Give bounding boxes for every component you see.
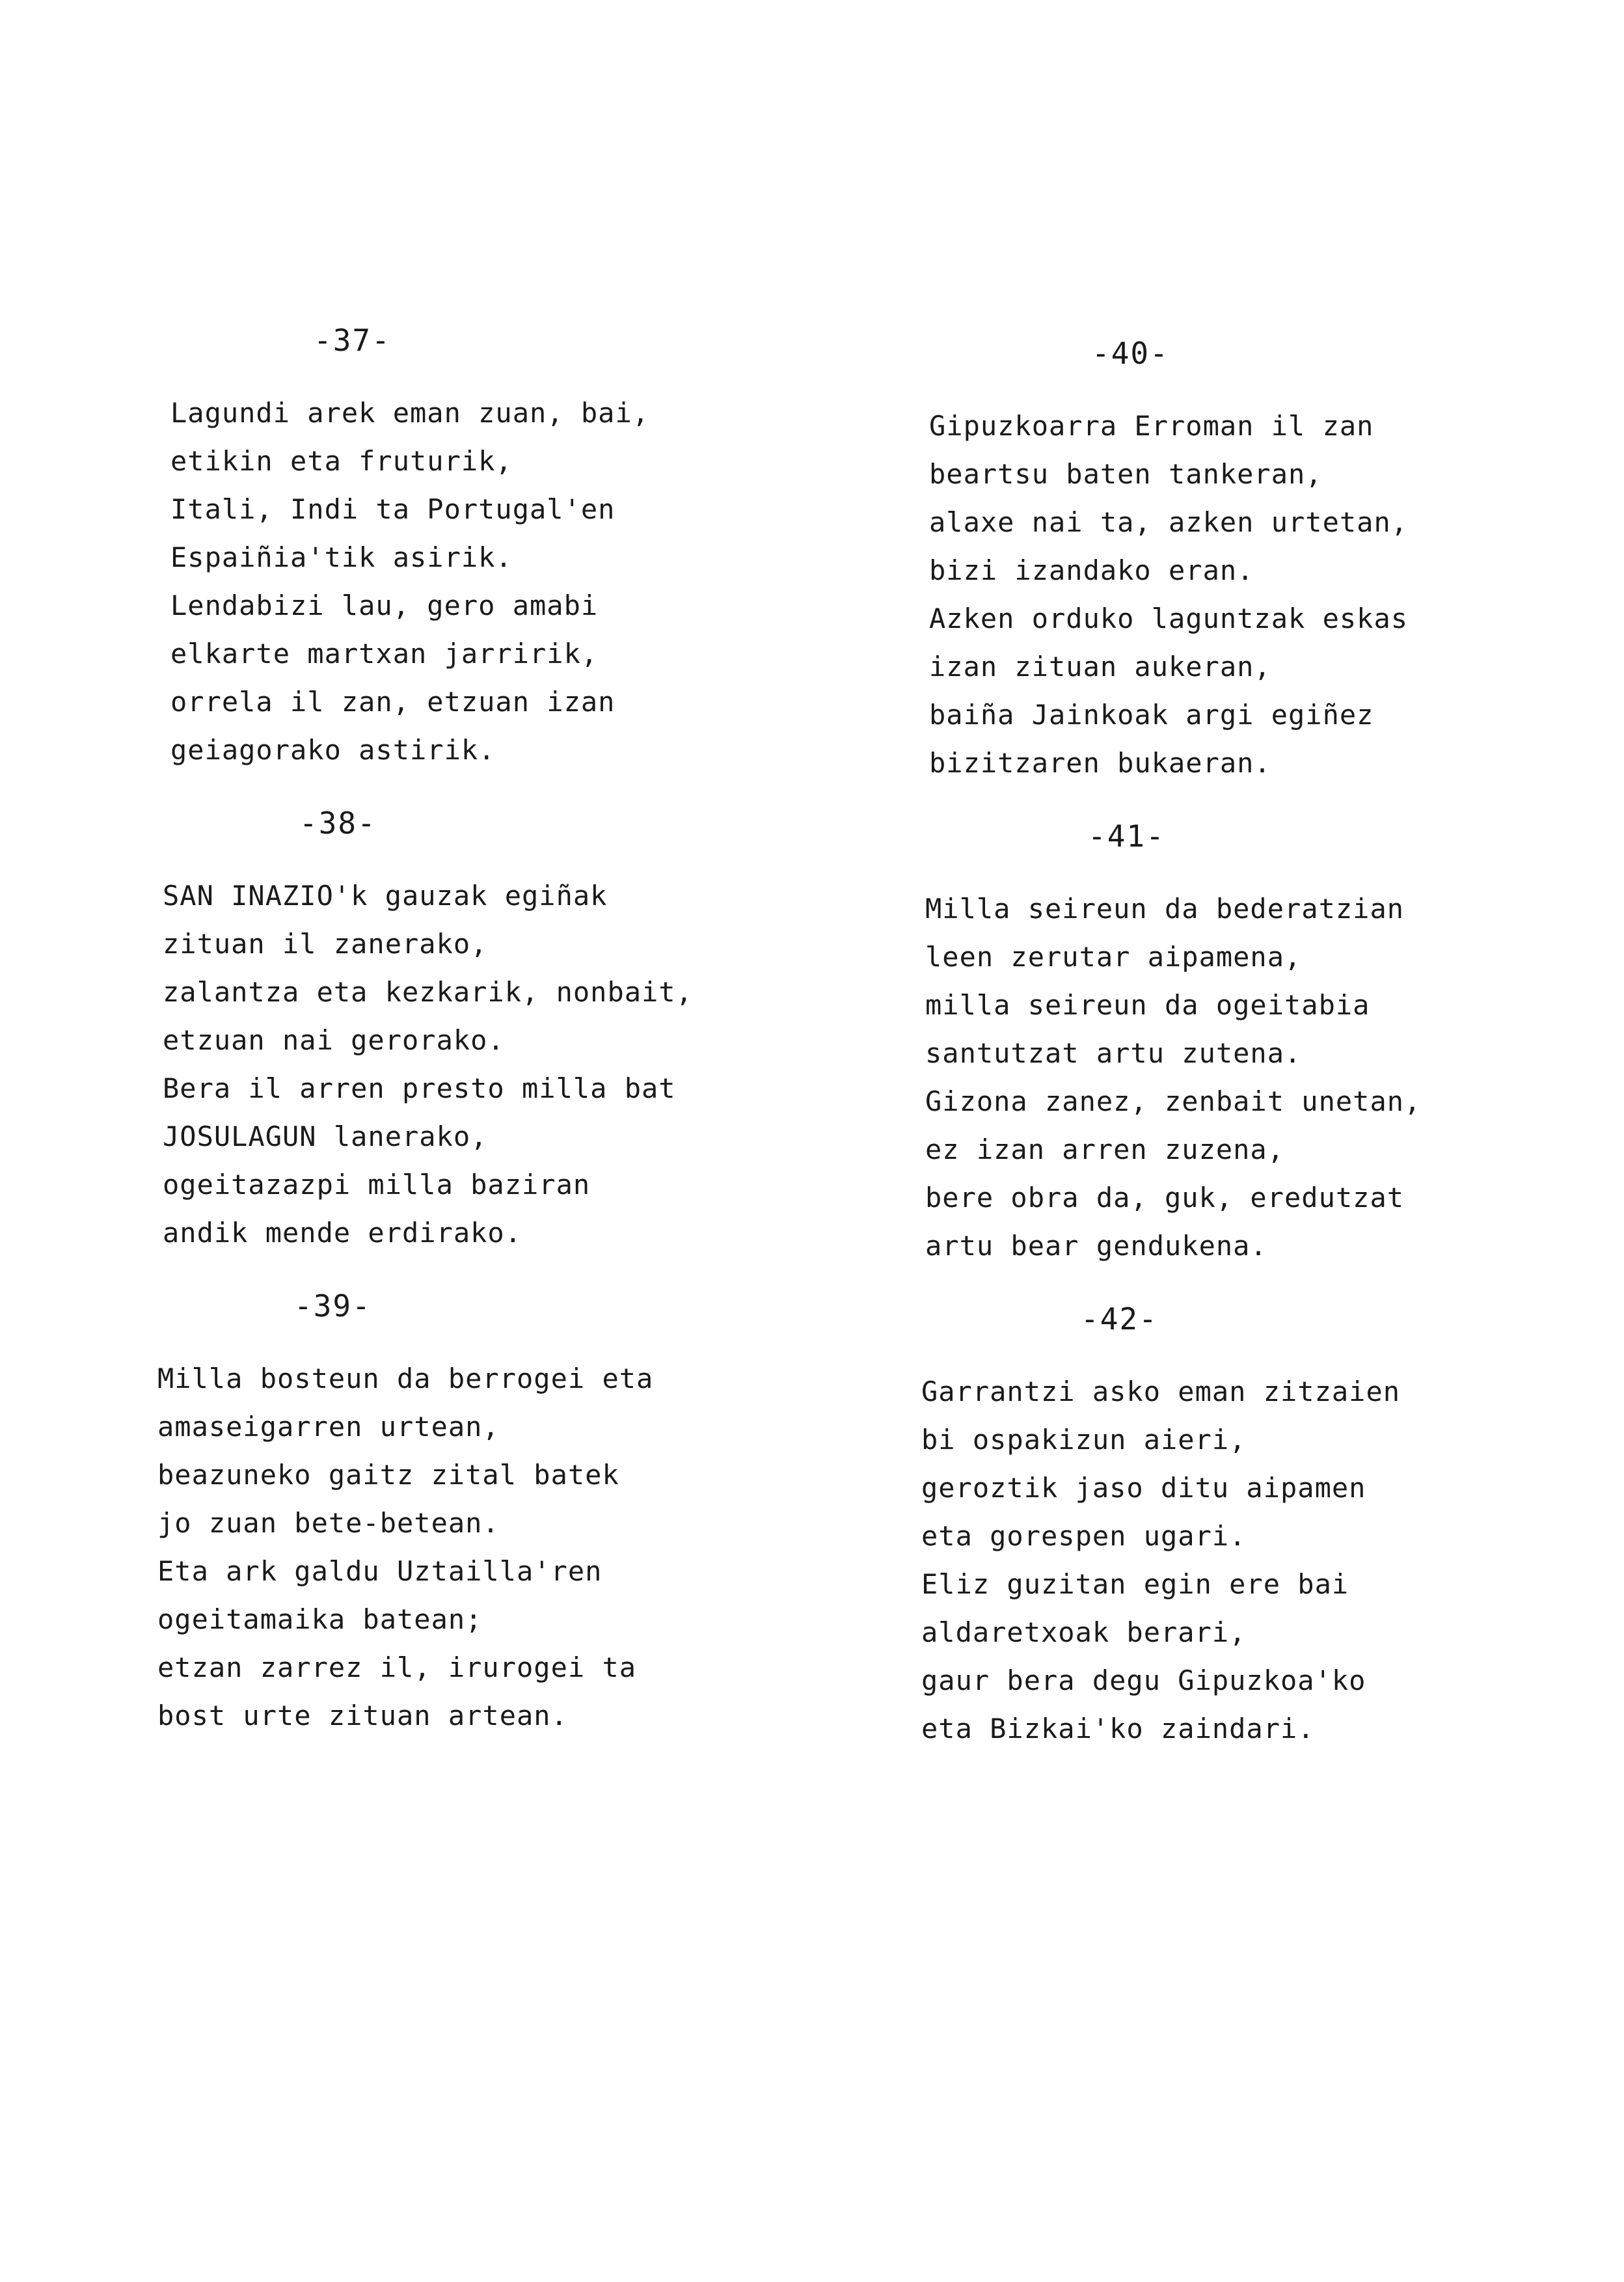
stanza bbox=[925, 821, 1612, 1270]
left-column bbox=[157, 323, 854, 1740]
verse-line: geiagorako astirik. bbox=[170, 734, 496, 766]
verse-line: JOSULAGUN lanerako, bbox=[163, 1121, 488, 1152]
verse-line: Eta ark galdu Uztailla'ren bbox=[157, 1555, 602, 1587]
right-column bbox=[921, 336, 1612, 1753]
verse-line: eta gorespen ugari. bbox=[921, 1520, 1247, 1552]
verse-line: etzuan nai gerorako. bbox=[163, 1024, 505, 1056]
verse-line: andik mende erdirako. bbox=[163, 1217, 522, 1249]
verse-line: gaur bera degu Gipuzkoa'ko bbox=[921, 1664, 1366, 1696]
verse-line: bost urte zituan artean. bbox=[157, 1700, 568, 1732]
verse-line: aldaretxoak berari, bbox=[921, 1616, 1247, 1648]
verse-line: ogeitazazpi milla baziran bbox=[163, 1169, 591, 1201]
verse-line: bizi izandako eran. bbox=[929, 554, 1254, 586]
stanza-number: -37- bbox=[314, 323, 391, 358]
stanza-number: -42- bbox=[1081, 1301, 1158, 1337]
stanza bbox=[157, 1288, 854, 1740]
stanza bbox=[929, 338, 1612, 787]
verse-line: artu bear gendukena. bbox=[925, 1230, 1267, 1262]
verse-line: geroztik jaso ditu aipamen bbox=[921, 1472, 1366, 1504]
stanza bbox=[170, 325, 854, 774]
verse-line: SAN INAZIO'k gauzak egiñak bbox=[163, 880, 608, 912]
verse-line: ogeitamaika batean; bbox=[157, 1603, 483, 1635]
verse-line: bere obra da, guk, eredutzat bbox=[925, 1182, 1405, 1214]
verse-line: beartsu baten tankeran, bbox=[929, 458, 1323, 490]
verse-line: Lendabizi lau, gero amabi bbox=[170, 590, 599, 621]
verse-line: milla seireun da ogeitabia bbox=[925, 989, 1370, 1021]
verse-line: Espaiñia'tik asirik. bbox=[170, 541, 513, 573]
verse-line: Milla seireun da bederatzian bbox=[925, 893, 1405, 925]
verse-line: zalantza eta kezkarik, nonbait, bbox=[163, 976, 693, 1008]
stanza-number: -39- bbox=[294, 1288, 372, 1324]
verse-line: izan zituan aukeran, bbox=[929, 651, 1271, 683]
verse-line: bizitzaren bukaeran. bbox=[929, 747, 1271, 779]
verse-line: Eliz guzitan egin ere bai bbox=[921, 1568, 1349, 1600]
verse-line: Gizona zanez, zenbait unetan, bbox=[925, 1085, 1422, 1117]
verse-line: Milla bosteun da berrogei eta bbox=[157, 1363, 654, 1394]
stanza-number: -41- bbox=[1088, 819, 1165, 854]
verse-line: ez izan arren zuzena, bbox=[925, 1134, 1285, 1165]
stanza bbox=[921, 1301, 1612, 1753]
verse-line: etikin eta fruturik, bbox=[170, 445, 513, 477]
verse-line: santutzat artu zutena. bbox=[925, 1037, 1302, 1069]
verse-line: leen zerutar aipamena, bbox=[925, 941, 1302, 973]
verse-line: orrela il zan, etzuan izan bbox=[170, 686, 616, 718]
verse-line: eta Bizkai'ko zaindari. bbox=[921, 1713, 1315, 1745]
verse-line: Lagundi arek eman zuan, bai, bbox=[170, 397, 650, 429]
verse-line: bi ospakizun aieri, bbox=[921, 1424, 1247, 1456]
verse-line: Itali, Indi ta Portugal'en bbox=[170, 493, 616, 525]
verse-line: jo zuan bete-betean. bbox=[157, 1507, 500, 1539]
verse-line: Azken orduko laguntzak eskas bbox=[929, 603, 1409, 634]
verse-line: zituan il zanerako, bbox=[163, 928, 488, 960]
verse-line: baiña Jainkoak argi egiñez bbox=[929, 699, 1374, 731]
stanza-number: -38- bbox=[299, 806, 377, 841]
verse-line: alaxe nai ta, azken urtetan, bbox=[929, 506, 1409, 538]
verse-line: amaseigarren urtean, bbox=[157, 1411, 500, 1443]
verse-line: etzan zarrez il, irurogei ta bbox=[157, 1651, 637, 1683]
stanza bbox=[163, 808, 854, 1257]
verse-line: beazuneko gaitz zital batek bbox=[157, 1459, 619, 1491]
verse-line: elkarte martxan jarririk, bbox=[170, 638, 599, 670]
verse-line: Gipuzkoarra Erroman il zan bbox=[929, 410, 1374, 442]
stanza-number: -40- bbox=[1092, 336, 1169, 371]
verse-line: Bera il arren presto milla bat bbox=[163, 1072, 676, 1104]
verse-line: Garrantzi asko eman zitzaien bbox=[921, 1376, 1401, 1407]
